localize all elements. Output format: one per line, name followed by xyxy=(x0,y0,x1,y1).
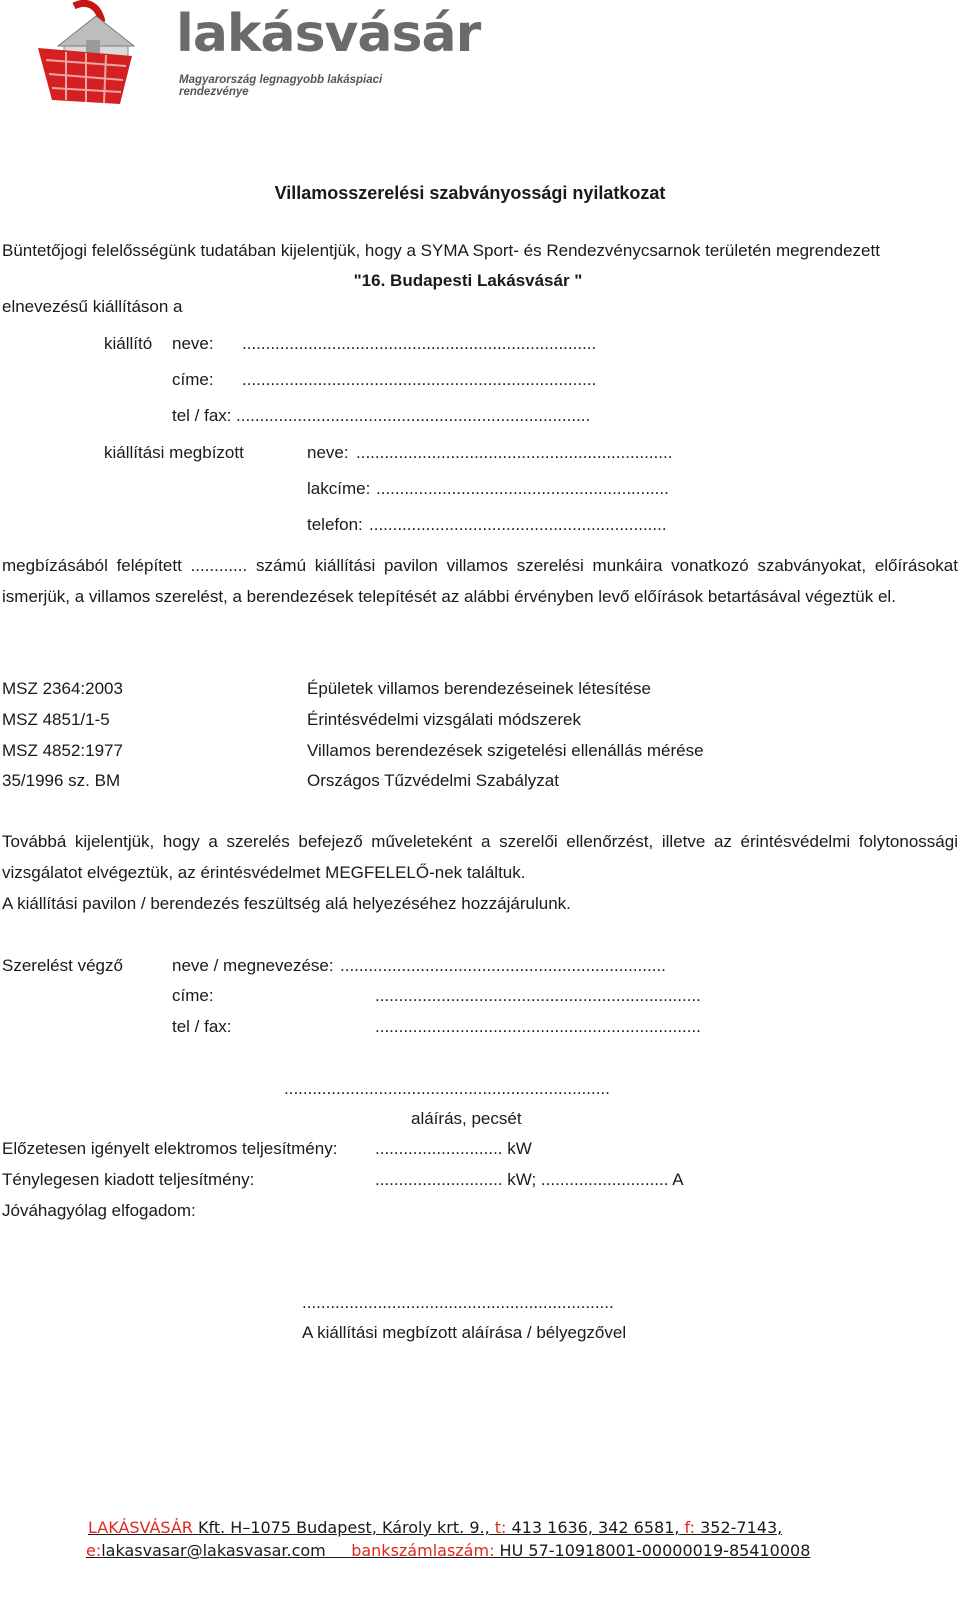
agent-signature-label: A kiállítási megbízott aláírása / bélyegzővel xyxy=(302,1323,627,1342)
installer-label: Szerelést végző xyxy=(2,956,123,975)
agent-signature-field[interactable]: .................................................................. xyxy=(302,1293,614,1312)
exhibitor-address-label: címe: xyxy=(172,370,214,389)
logo-tagline: Magyarország legnagyobb lakáspiaci rendezvénye xyxy=(179,74,383,98)
installer-address-field[interactable]: ..................................................................... xyxy=(375,986,701,1005)
logo xyxy=(36,0,481,112)
agent-address-label: lakcíme: xyxy=(307,479,371,498)
standard-desc: Villamos berendezések szigetelési ellenállás mérése xyxy=(307,741,704,760)
event-name: "16. Budapesti Lakásvásár " xyxy=(353,271,583,290)
agent-name-label: neve: xyxy=(307,443,349,462)
exhibitor-name-field[interactable]: ........................................................................... xyxy=(242,334,597,353)
standard-code: MSZ 4851/1-5 xyxy=(2,710,110,729)
standard-code: 35/1996 sz. BM xyxy=(2,771,121,790)
approval-label: Jóváhagyólag elfogadom: xyxy=(2,1201,196,1220)
actual-power-field[interactable]: ........................... kW; ........................... A xyxy=(375,1170,684,1189)
footer-address-line xyxy=(88,1518,888,1537)
consent-line: A kiállítási pavilon / berendezés feszültség alá helyezéséhez hozzájárulunk. xyxy=(2,894,571,913)
standard-code: MSZ 4852:1977 xyxy=(2,741,123,760)
installer-signature-field[interactable]: ..................................................................... xyxy=(284,1079,610,1098)
installer-phone-field[interactable]: ..................................................................... xyxy=(375,1017,701,1036)
agent-phone-field[interactable]: ............................................................... xyxy=(369,515,667,534)
footer-contact-line xyxy=(86,1541,886,1560)
intro-line-end: elnevezésű kiállításon a xyxy=(2,297,183,316)
requested-power-field[interactable]: ........................... kW xyxy=(375,1139,532,1158)
shopping-basket-house-icon xyxy=(36,0,136,112)
exhibitor-phone-label: tel / fax: xyxy=(172,406,232,425)
footer-email-label: e: xyxy=(86,1541,102,1560)
installer-signature-label: aláírás, pecsét xyxy=(411,1109,522,1128)
footer-fax-label: f: xyxy=(679,1518,695,1537)
logo-wordmark: lakásvásár xyxy=(176,4,481,64)
footer-phone: 413 1636, 342 6581, xyxy=(506,1518,680,1537)
footer-fax: 352-7143, xyxy=(695,1518,783,1537)
declaration-paragraph: Továbbá kijelentjük, hogy a szerelés befejező műveleteként a szerelői ellenőrzést, illetve az érintésvédelmi folytonossági vizsgálatot elvégeztük, az érintésvédelmet MEGFELELŐ-nek találtuk. xyxy=(2,832,958,882)
standard-desc: Országos Tűzvédelmi Szabályzat xyxy=(307,771,559,790)
installer-address-label: címe: xyxy=(172,986,214,1005)
installer-name-field[interactable]: ..................................................................... xyxy=(340,956,666,975)
footer-email-link[interactable]: lakasvasar@lakasvasar.com xyxy=(101,1541,326,1560)
document-title: Villamosszerelési szabványossági nyilatkozat xyxy=(274,183,666,203)
requested-power-label: Előzetesen igényelt elektromos teljesítmény: xyxy=(2,1139,338,1158)
intro-line: Büntetőjogi felelősségünk tudatában kijelentjük, hogy a SYMA Sport- és Rendezvénycsarnok területén megrendezett xyxy=(2,241,880,260)
footer-bank-label: bankszámlaszám: xyxy=(351,1541,495,1560)
installer-name-label: neve / megnevezése: xyxy=(172,956,334,975)
standard-desc: Épületek villamos berendezéseinek létesítése xyxy=(307,679,651,698)
agent-phone-label: telefon: xyxy=(307,515,363,534)
exhibitor-phone-field[interactable]: ........................................................................... xyxy=(236,406,591,425)
footer-bank-account: HU 57-10918001-00000019-85410008 xyxy=(494,1541,811,1560)
agent-name-field[interactable]: ................................................................... xyxy=(356,443,673,462)
standard-code: MSZ 2364:2003 xyxy=(2,679,123,698)
footer-phone-label: t: xyxy=(489,1518,507,1537)
footer-address: Kft. H–1075 Budapest, Károly krt. 9., xyxy=(192,1518,490,1537)
exhibitor-address-field[interactable]: ........................................................................... xyxy=(242,370,597,389)
exhibitor-name-label: neve: xyxy=(172,334,214,353)
footer-company-name: LAKÁSVÁSÁR xyxy=(88,1518,193,1537)
actual-power-label: Ténylegesen kiadott teljesítmény: xyxy=(2,1170,255,1189)
standard-desc: Érintésvédelmi vizsgálati módszerek xyxy=(307,710,581,729)
installer-phone-label: tel / fax: xyxy=(172,1017,232,1036)
agent-address-field[interactable]: .............................................................. xyxy=(376,479,669,498)
body-paragraph: megbízásából felépített ............ számú kiállítási pavilon villamos szerelési munkáira vonatkozó szabványokat, előírásokat ismerjük, a villamos szerelést, a berendezések telepítését az alábbi érvényben levő előírások betartásával végeztük el. xyxy=(2,556,958,606)
exhibitor-label: kiállító xyxy=(104,334,153,353)
agent-label: kiállítási megbízott xyxy=(104,443,244,462)
